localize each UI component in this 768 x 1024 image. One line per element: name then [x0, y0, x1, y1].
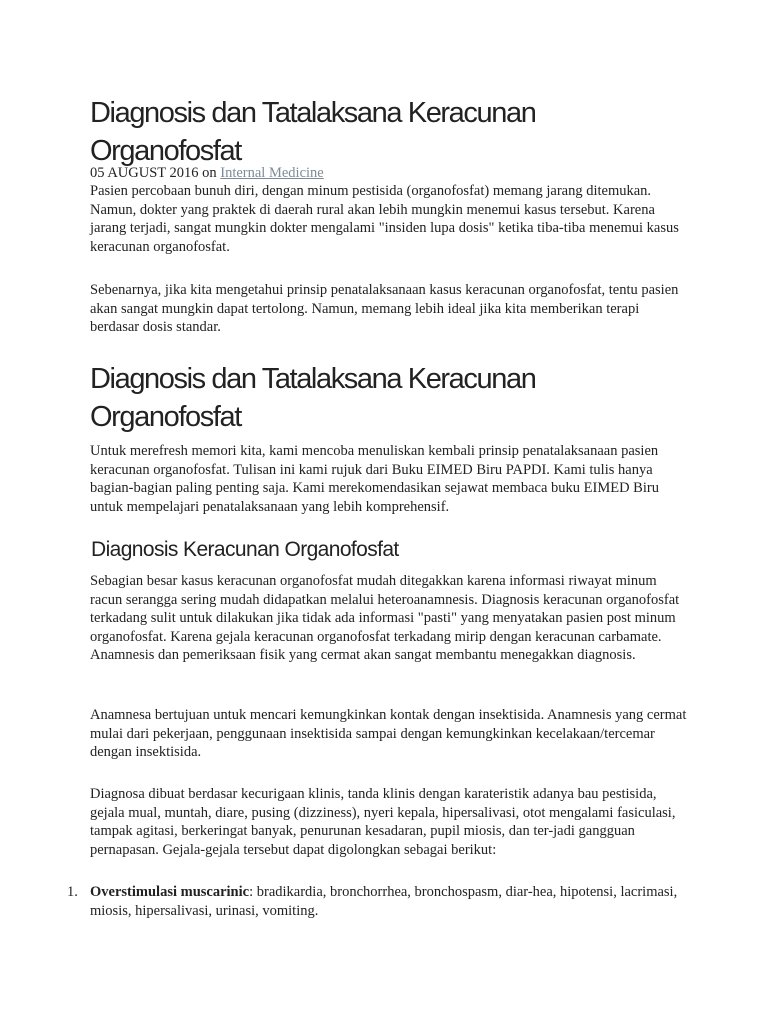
page-title: Diagnosis dan Tatalaksana Keracunan Organofosfat [90, 97, 536, 167]
intro-paragraph-2: Sebenarnya, jika kita mengetahui prinsip penatalaksanaan kasus keracunan organofosfat, tentu pasien akan sangat mungkin dapat tertolong. Namun, memang lebih ideal jika kita memberikan terapi berdasar dosis standar. [90, 282, 679, 335]
intro-paragraph-1: Pasien percobaan bunuh diri, dengan minum pestisida (organofosfat) memang jarang ditemukan. Namun, dokter yang praktek di daerah rural akan lebih mungkin menemui kasus tersebut. Karena jarang terjadi, sangat mungkin dokter mengalami "insiden lupa dosis" ketika tiba-tiba menemui kasus keracunan organofosfat. [90, 183, 679, 255]
meta-on-word: on [202, 165, 217, 181]
subsection-paragraph-1: Sebagian besar kasus keracunan organofosfat mudah ditegakkan karena informasi riwayat minum racun serangga sering mudah didapatkan melalui heteroanamnesis. Diagnosis keracunan organofosfat terkadang sulit untuk dilakukan jika tidak ada informasi "pasti" yang menyatakan pasien post minum organofosfat. Karena gejala keracunan organofosfat terkadang mirip dengan keracunan carbamate. Anamnesis dan pemeriksaan fisik yang cermat akan sangat membantu menegakkan diagnosis. [90, 573, 680, 663]
list-item-number: 1. [67, 884, 78, 900]
subsection-paragraph-3: Diagnosa dibuat berdasar kecurigaan klinis, tanda klinis dengan karateristik adanya bau pestisida, gejala mual, muntah, diare, pusing (dizziness), nyeri kepala, hipersalivasi, otot mengalami fasiculasi, tampak agitasi, berkeringat banyak, penurunan kesadaran, pupil miosis, dan ter-jadi gangguan pernapasan. Gejala-gejala tersebut dapat digolongkan sebagai berikut: [90, 786, 676, 858]
section-heading: Diagnosis dan Tatalaksana Keracunan Organofosfat [90, 363, 536, 433]
category-link[interactable]: Internal Medicine [220, 165, 324, 181]
list-item-term: Overstimulasi muscarinic [90, 884, 250, 900]
publish-date: 05 AUGUST 2016 [90, 165, 199, 181]
subsection-paragraph-2: Anamnesa bertujuan untuk mencari kemungkinkan kontak dengan insektisida. Anamnesis yang cermat mulai dari pekerjaan, penggunaan insektisida sampai dengan kemungkinkan kecelakaan/tercemar dengan insektisida. [90, 707, 687, 760]
list-item [90, 883, 690, 920]
article-meta [90, 164, 324, 183]
list-item-description: : bradikardia, bronchorrhea, bronchospasm, diar-hea, hipotensi, lacrimasi, miosis, hipersalivasi, urinasi, vomiting. [90, 884, 678, 919]
section-paragraph: Untuk merefresh memori kita, kami mencoba menuliskan kembali prinsip penatalaksanaan pasien keracunan organofosfat. Tulisan ini kami rujuk dari Buku EIMED Biru PAPDI. Kami tulis hanya bagian-bagian paling penting saja. Kami merekomendasikan sejawat membaca buku EIMED Biru untuk mempelajari penatalaksanaan yang lebih komprehensif. [90, 443, 659, 515]
subsection-heading: Diagnosis Keracunan Organofosfat [91, 538, 399, 561]
